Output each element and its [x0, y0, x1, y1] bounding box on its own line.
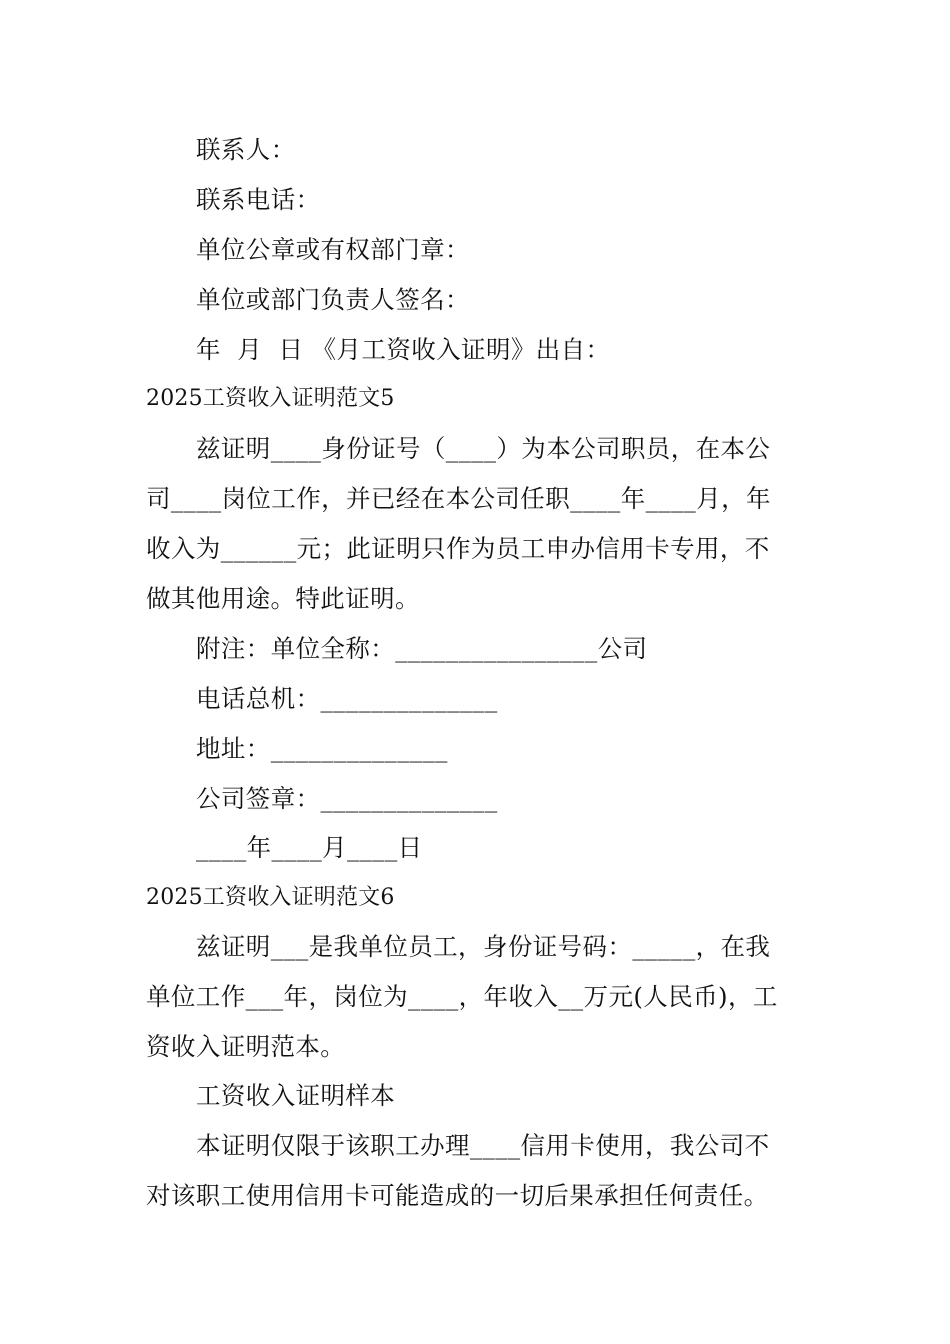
- paragraph-sample-line-2: 对该职工使用信用卡可能造成的一切后果承担任何责任。: [146, 1181, 769, 1210]
- paragraph-5-line-4: 做其他用途。特此证明。: [146, 584, 420, 613]
- sample-title-line: 工资收入证明样本: [196, 1081, 396, 1110]
- paragraph-6-line-2: 单位工作___年，岗位为____，年收入__万元(人民币)，工: [146, 982, 778, 1011]
- date-line: ____年____月____日: [196, 833, 423, 862]
- company-seal-line: 公司签章：______________: [196, 784, 498, 813]
- section-heading-6: 2025工资收入证明范文6: [146, 885, 395, 910]
- address-line: 地址：______________: [196, 734, 448, 763]
- paragraph-6-line-3: 资收入证明范本。: [146, 1032, 346, 1061]
- date-source-line: 年 月 日 《月工资收入证明》出自：: [196, 335, 611, 364]
- unit-signature-line: 单位或部门负责人签名：: [196, 285, 470, 314]
- paragraph-sample-line-1: 本证明仅限于该职工办理____信用卡使用，我公司不: [196, 1131, 770, 1160]
- phone-switchboard-line: 电话总机：______________: [196, 684, 498, 713]
- contact-phone-line: 联系电话：: [196, 185, 321, 214]
- paragraph-5-line-3: 收入为______元；此证明只作为员工申办信用卡专用，不: [146, 534, 770, 563]
- unit-seal-line: 单位公章或有权部门章：: [196, 235, 470, 264]
- paragraph-5-line-2: 司____岗位工作，并已经在本公司任职____年____月，年: [146, 484, 771, 513]
- note-unit-name-line: 附注：单位全称：________________公司: [196, 634, 648, 663]
- paragraph-6-line-1: 兹证明___是我单位员工，身份证号码：_____，在我: [196, 932, 771, 961]
- section-heading-5: 2025工资收入证明范文5: [146, 386, 395, 411]
- paragraph-5-line-1: 兹证明____身份证号（____）为本公司职员，在本公: [196, 434, 771, 463]
- contact-person-line: 联系人：: [196, 135, 296, 164]
